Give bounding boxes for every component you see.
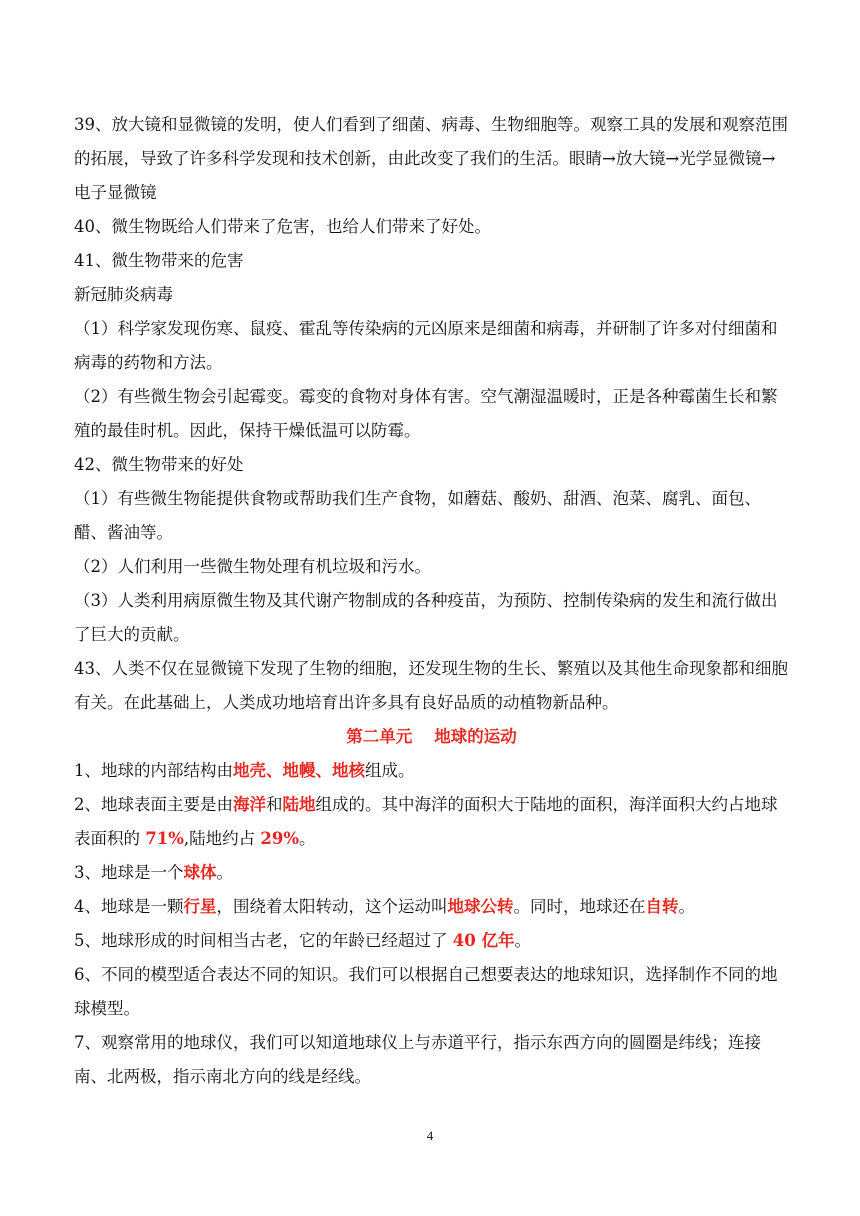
- unit-heading-number: 第二单元: [346, 727, 413, 746]
- text-run: 。同时，地球还在: [513, 897, 646, 916]
- text-run: 1、地球的内部结构由: [74, 761, 233, 780]
- paragraph-42-item-3: （3）人类利用病原微生物及其代谢产物制成的各种疫苗，为预防、控制传染病的发生和流行做出了巨大的贡献。: [74, 591, 778, 644]
- paragraph-43: 43、人类不仅在显微镜下发现了生物的细胞，还发现生物的生长、繁殖以及其他生命现象都和细胞有关。在此基础上，人类成功地培育出许多具有良好品质的动植物新品种。: [74, 659, 788, 712]
- paragraph-40: 40、微生物既给人们带来了危害，也给人们带来了好处。: [74, 217, 491, 236]
- unit-item-1: [74, 754, 789, 788]
- highlight-run: 地壳、地幔、地核: [233, 761, 365, 780]
- highlight-run: 行星: [183, 897, 217, 916]
- paragraph-42-item-2: （2）人们利用一些微生物处理有机垃圾和污水。: [74, 557, 431, 576]
- text-run: ，围绕着太阳转动，这个运动叫: [216, 897, 448, 916]
- paragraph-41-item-2: （2）有些微生物会引起霉变。霉变的食物对身体有害。空气潮湿温暖时，正是各种霉菌生长和繁殖的最佳时机。因此，保持干燥低温可以防霉。: [74, 387, 778, 440]
- highlight-run: 球体: [183, 863, 217, 882]
- highlight-run: 陆地: [282, 795, 316, 814]
- highlight-run: 71%: [145, 829, 184, 848]
- unit-item-2: [74, 788, 789, 856]
- unit-item-5: [74, 924, 789, 958]
- text-run: 和: [266, 795, 283, 814]
- text-run: ,陆地约占: [183, 829, 261, 848]
- paragraph-41: 41、微生物带来的危害: [74, 251, 244, 270]
- page-content: [74, 108, 789, 1094]
- page-number: 4: [426, 1128, 434, 1143]
- unit-item-4: [74, 890, 789, 924]
- unit-item-7: 7、观察常用的地球仪，我们可以知道地球仪上与赤道平行，指示东西方向的圆圈是纬线；连接南、北两极，指示南北方向的线是经线。: [74, 1033, 761, 1086]
- highlight-run: 海洋: [233, 795, 266, 814]
- unit-heading-title: 地球的运动: [434, 727, 517, 746]
- unit-item-3: [74, 856, 789, 890]
- text-run: 。: [514, 931, 531, 950]
- text-run: 组成的。其中海洋的面积大于陆地的面积，海洋面积大约占地球表面积的: [74, 795, 778, 848]
- text-run: 3、地球是一个: [74, 863, 184, 882]
- paragraph-39: 39、放大镜和显微镜的发明，使人们看到了细菌、病毒、生物细胞等。观察工具的发展和观察范围的拓展，导致了许多科学发现和技术创新，由此改变了我们的生活。眼睛→放大镜→光学显微镜→电子显微镜: [74, 115, 788, 202]
- paragraph-42: 42、微生物带来的好处: [74, 455, 244, 474]
- highlight-run: 自转: [645, 897, 679, 916]
- highlight-run: 29%: [260, 829, 300, 848]
- highlight-run: 地球公转: [447, 897, 514, 916]
- unit-heading: [74, 720, 789, 754]
- paragraph-41-item-1: （1）科学家发现伤寒、鼠疫、霍乱等传染病的元凶原来是细菌和病毒，并研制了许多对付细菌和病毒的药物和方法。: [74, 319, 778, 372]
- text-run: 2、地球表面主要是由: [74, 795, 233, 814]
- text-run: 。: [299, 829, 316, 848]
- text-run: 5、地球形成的时间相当古老，它的年龄已经超过了: [74, 931, 453, 950]
- text-run: 。: [678, 897, 695, 916]
- text-run: 。: [216, 863, 233, 882]
- paragraph-41-covid: 新冠肺炎病毒: [74, 285, 173, 304]
- text-run: 组成。: [365, 761, 415, 780]
- unit-item-6: 6、不同的模型适合表达不同的知识。我们可以根据自己想要表达的地球知识，选择制作不同的地球模型。: [74, 965, 778, 1018]
- paragraph-42-item-1: （1）有些微生物能提供食物或帮助我们生产食物，如蘑菇、酸奶、甜酒、泡菜、腐乳、面包、醋、酱油等。: [74, 489, 761, 542]
- highlight-run: 40 亿年: [452, 931, 515, 950]
- text-run: 4、地球是一颗: [74, 897, 184, 916]
